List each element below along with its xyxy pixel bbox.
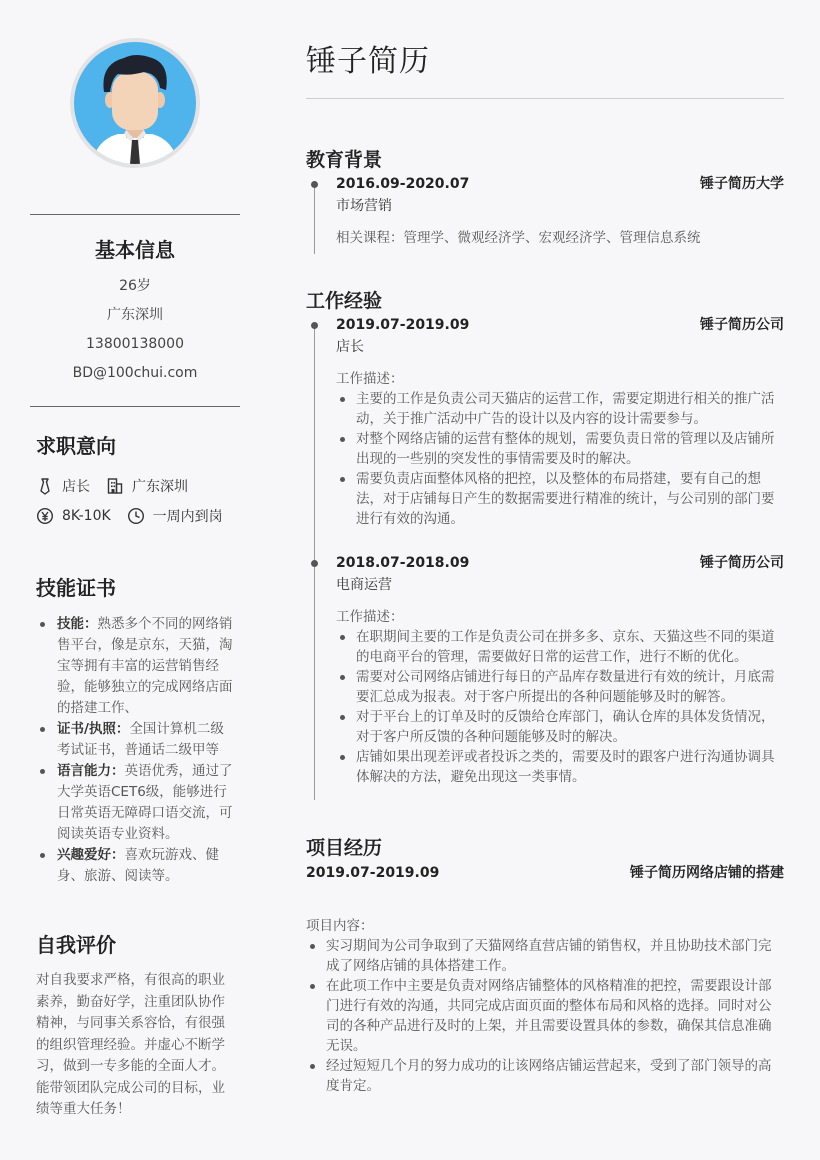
tie-icon [36,477,54,495]
list-item: 证书/执照：全国计算机二级考试证书，普通话二级甲等 [36,719,236,761]
list-item: 在此项工作中主要是负责对网络店铺整体的风格精准的把控，需要跟设计部门进行有效的沟通，共同完成店面页面的整体布局和风格的选择。同时对公司的各种产品进行及时的上架，并且需要设置具体的参数，确保其信息准确无误。 [306,976,781,1056]
timeline-dot [311,560,318,567]
intent-availability: 一周内到岗 [152,509,223,525]
list-item: 需要负责店面整体风格的把控，以及整体的布局搭建，要有自己的想法，对于店铺每日产生的数据需要进行精准的统计，与公司别的部门要进行有效的沟通。 [336,469,781,529]
intent-city: 广东深圳 [132,479,188,495]
project-header [306,863,784,883]
avatar-illustration [74,42,196,164]
divider [30,214,240,215]
phone: 13800138000 [86,336,184,352]
project-content-label: 项目内容： [306,918,374,934]
city: 广东深圳 [107,307,163,323]
project-date: 2019.07-2019.09 [306,865,440,881]
divider [30,406,240,407]
avatar [70,38,200,168]
intent-title: 求职意向 [36,434,116,458]
resume-title: 锤子简历 [306,44,430,79]
job-desc-label: 工作描述： [336,609,404,625]
list-item: 经过短短几个月的努力成功的让该网络店铺运营起来，受到了部门领导的高度肯定。 [306,1056,781,1096]
list-item: 技能：熟悉多个不同的网络销售平台，像是京东，天猫，淘宝等拥有丰富的运营销售经验，能够独立的完成网络店面的搭建工作、 [36,614,236,719]
intent-row-1 [36,475,188,497]
skills-list [36,614,236,887]
job-role: 店长 [336,339,364,355]
self-eval-text: 对自我要求严格，有很高的职业素养，勤奋好学，注重团队协作精神，与同事关系容恰，有很强的组织管理经验。并虚心不断学习，做到一专多能的全面人才。能带领团队完成公司的目标，业绩等重大任务！ [36,972,225,1117]
list-item: 主要的工作是负责公司天猫店的运营工作，需要定期进行相关的推广活动，关于推广活动中广告的设计以及内容的设计需要参与。 [336,389,781,429]
job-bullets [336,627,781,787]
education-courses: 相关课程：管理学、微观经济学、宏观经济学、管理信息系统 [336,230,701,246]
education-title: 教育背景 [306,149,383,171]
clock-icon [127,507,145,525]
education-header [336,174,784,194]
list-item: 对于平台上的订单及时的反馈给仓库部门，确认仓库的具体发货情况，对于客户所反馈的各种问题能够及时的解决。 [336,707,781,747]
job-desc-label: 工作描述： [336,371,404,387]
intent-salary: 8K-10K [62,508,111,524]
skills-title: 技能证书 [36,576,116,600]
list-item: 对整个网络店铺的运营有整体的规划，需要负责日常的管理以及店铺所出现的一些别的突发性的事情需要及时的解决。 [336,429,781,469]
timeline-dot [311,322,318,329]
education-date: 2016.09-2020.07 [336,176,470,192]
list-item: 在职期间主要的工作是负责公司在拼多多、京东、天猫这些不同的渠道的电商平台的管理，需要做好日常的运营工作，进行不断的优化。 [336,627,781,667]
building-icon [106,477,124,495]
basic-info-title: 基本信息 [95,238,175,262]
yen-icon [36,507,54,525]
list-item: 店铺如果出现差评或者投诉之类的，需要及时的跟客户进行沟通协调具体解决的方法，避免出现这一类事情。 [336,747,781,787]
divider [306,98,784,99]
job-role: 电商运营 [336,577,392,593]
education-school: 锤子简历大学 [700,176,784,192]
work-title: 工作经验 [306,290,383,312]
list-item: 语言能力：英语优秀，通过了大学英语CET6级，能够进行日常英语无障碍口语交流，可阅读英语专业资料。 [36,761,236,845]
job-bullets [336,389,781,529]
intent-row-2 [36,505,223,527]
timeline-dot [311,181,318,188]
job-company: 锤子简历公司 [700,317,784,333]
sidebar [0,0,270,1160]
education-major: 市场营销 [336,198,392,214]
project-name: 锤子简历网络店铺的搭建 [630,865,784,881]
list-item: 实习期间为公司争取到了天猫网络直营店铺的销售权，并且协助技术部门完成了网络店铺的具体搭建工作。 [306,936,781,976]
job-header [336,315,784,335]
job-header [336,553,784,573]
list-item: 兴趣爱好：喜欢玩游戏、健身、旅游、阅读等。 [36,845,236,887]
list-item: 需要对公司网络店铺进行每日的产品库存数量进行有效的统计，月底需要汇总成为报表。对于客户所提出的各种问题能够及时的解答。 [336,667,781,707]
age: 26岁 [119,278,151,294]
email: BD@100chui.com [72,365,198,381]
intent-position: 店长 [62,479,90,495]
main-content [306,0,784,1160]
job-company: 锤子简历公司 [700,555,784,571]
project-bullets [306,936,781,1096]
project-title: 项目经历 [306,837,383,859]
self-eval-title: 自我评价 [36,933,116,957]
timeline-line [314,184,315,254]
job-date: 2019.07-2019.09 [336,317,470,333]
job-date: 2018.07-2018.09 [336,555,470,571]
